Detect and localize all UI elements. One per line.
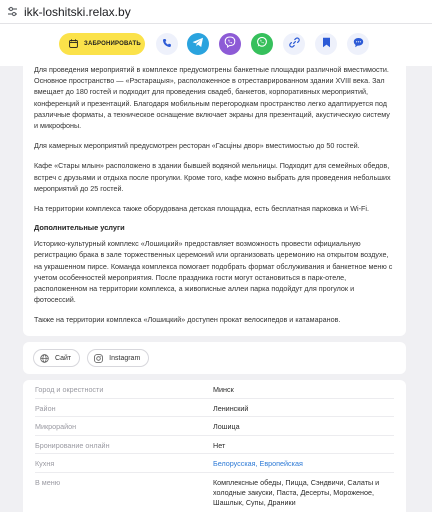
bookmark-icon: [322, 35, 331, 53]
instagram-icon: [94, 354, 103, 363]
description-paragraph: На территории комплекса также оборудована детская площадка, есть бесплатная парковка и Wi-Fi.: [34, 204, 369, 214]
description-paragraph: Историко-культурный комплекс «Лошицкий» предоставляет возможность провести официальную регистрацию брака в зале торжественных церемоний или организовать церемонию на открытом воздухе, на украшенном пирсе. Команда комплекса помогает подобрать формат обслуживания и банкетное меню с учетом особенностей мероприятия. После праздника гости могут остановиться в парк-отеле, расположенном на территории комплекса, а живописные аллеи парка подойдут для прогулок и фотосессий.: [34, 239, 393, 305]
property-key: Район: [35, 403, 56, 413]
property-key: Кухня: [35, 459, 55, 468]
description-paragraph: Также на территории комплекса «Лошицкий» доступен прокат велосипедов и катамаранов.: [34, 315, 341, 325]
chat-button[interactable]: [347, 33, 369, 55]
property-value: Комплексные обеды, Пицца, Сэндвичи, Салаты и холодные закуски, Паста, Десерты, Мороженое, Шашлык, Супы, Драники: [213, 477, 380, 507]
instagram-link-button[interactable]: [87, 349, 149, 367]
property-row: [35, 454, 394, 473]
whatsapp-button[interactable]: [251, 33, 273, 55]
tune-icon[interactable]: [6, 6, 18, 18]
property-key: В меню: [35, 477, 61, 487]
property-row: [35, 436, 394, 455]
copy-link-button[interactable]: [283, 33, 305, 55]
phone-button[interactable]: [156, 33, 178, 55]
property-row: [35, 417, 394, 436]
site-link-label: Сайт: [55, 354, 72, 362]
url-text: ikk-loshitski.relax.by: [24, 4, 131, 19]
whatsapp-icon: [256, 35, 268, 53]
link-icon: [289, 35, 300, 53]
property-value: Ленинский: [213, 403, 249, 413]
section-heading: Дополнительные услуги: [34, 223, 125, 233]
property-value: Минск: [213, 385, 234, 394]
telegram-icon: [192, 35, 204, 53]
instagram-link-label: Instagram: [109, 354, 141, 362]
property-row: [35, 473, 394, 508]
chat-icon: [353, 35, 364, 53]
property-key: Бронирование онлайн: [35, 440, 110, 450]
address-bar[interactable]: [0, 0, 432, 24]
property-row: [35, 380, 394, 399]
properties-card: [23, 380, 406, 512]
globe-icon: [40, 354, 49, 363]
property-row: [35, 399, 394, 418]
property-value: Лошица: [213, 422, 240, 431]
telegram-button[interactable]: [187, 33, 209, 55]
calendar-icon: [69, 35, 78, 53]
description-card: [23, 56, 406, 336]
property-value: Нет: [213, 440, 226, 450]
property-key: Микрорайон: [35, 422, 77, 431]
site-link-button[interactable]: [33, 349, 80, 367]
viber-icon: [224, 35, 236, 53]
description-paragraph: Для проведения мероприятий в комплексе предусмотрены банкетные площадки различной вместимости. Основное пространство — «Рэстарацыя», расположенное в отреставрированном здании XVIII века. Зал вмещает до 180 гостей и подходит для проведения свадеб, банкетов, корпоративных мероприятий, конференций и презентаций. Благодаря мобильным перегородкам пространство легко адаптируется под различные форматы, а техническое оснащение включает экраны для презентаций, акустическую систему и микрофоны.: [34, 65, 390, 131]
book-button-label: ЗАБРОНИРОВАТЬ: [84, 41, 141, 47]
viber-button[interactable]: [219, 33, 241, 55]
description-paragraph: Для камерных мероприятий предусмотрен ресторан «Гасціны двор» вместимостью до 50 гостей.: [34, 141, 360, 151]
property-key: Город и окрестности: [35, 385, 104, 394]
book-button[interactable]: [59, 33, 145, 55]
cuisine-link[interactable]: Белорусская, Европейская: [213, 459, 303, 468]
description-paragraph: Кафе «Стары млын» расположено в здании бывшей водяной мельницы. Подходит для семейных обедов, встреч с друзьями и отдыха после прогулки. Кроме того, кафе можно выбрать для проведения небольших мероприятий до 25 гостей.: [34, 161, 391, 193]
phone-icon: [162, 35, 172, 53]
links-card: [23, 342, 406, 374]
bookmark-button[interactable]: [315, 33, 337, 55]
